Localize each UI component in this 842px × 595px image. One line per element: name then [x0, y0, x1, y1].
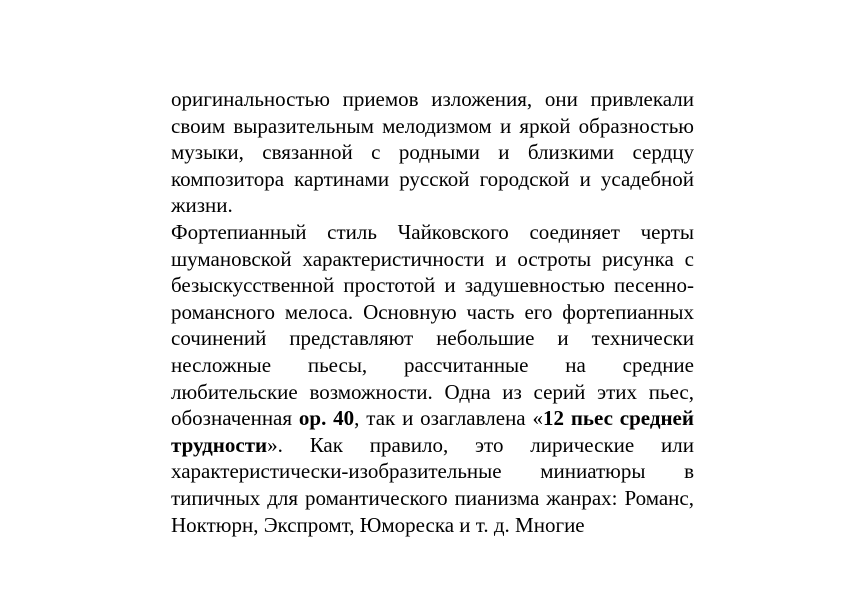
text-body	[171, 86, 694, 538]
paragraph-2-text-2: , так и озаглавлена «	[354, 406, 543, 431]
paragraph-2-text-3: ». Как правило, это лирические или характеристически-изобразительные миниатюры в типичных для романтического пианизма жанрах: Романс, Ноктюрн, Экспромт, Юмореска и т. д. Многие	[171, 432, 694, 537]
opus-label: ор. 40	[298, 406, 355, 431]
paragraph-2-text-1: Фортепианный стиль Чайковского соединяет черты шумановской характеристичности и остроты рисунка с безыскусственной простотой и задушевностью песенно-романсного мелоса. Основную часть его фортепианных сочинений представляют небольшие и технически несложные пьесы, рассчитанные на средние любительские возможности. Одна из серий этих пьес, обозначенная	[171, 219, 694, 431]
paragraph-2	[171, 219, 694, 538]
paragraph-1: оригинальностью приемов изложения, они привлекали своим выразительным мелодизмом и яркой образностью музыки, связанной с родными и близкими сердцу композитора картинами русской городской и усадебной жизни.	[171, 87, 694, 218]
series-title: 12 пьес средней трудности	[171, 406, 694, 457]
